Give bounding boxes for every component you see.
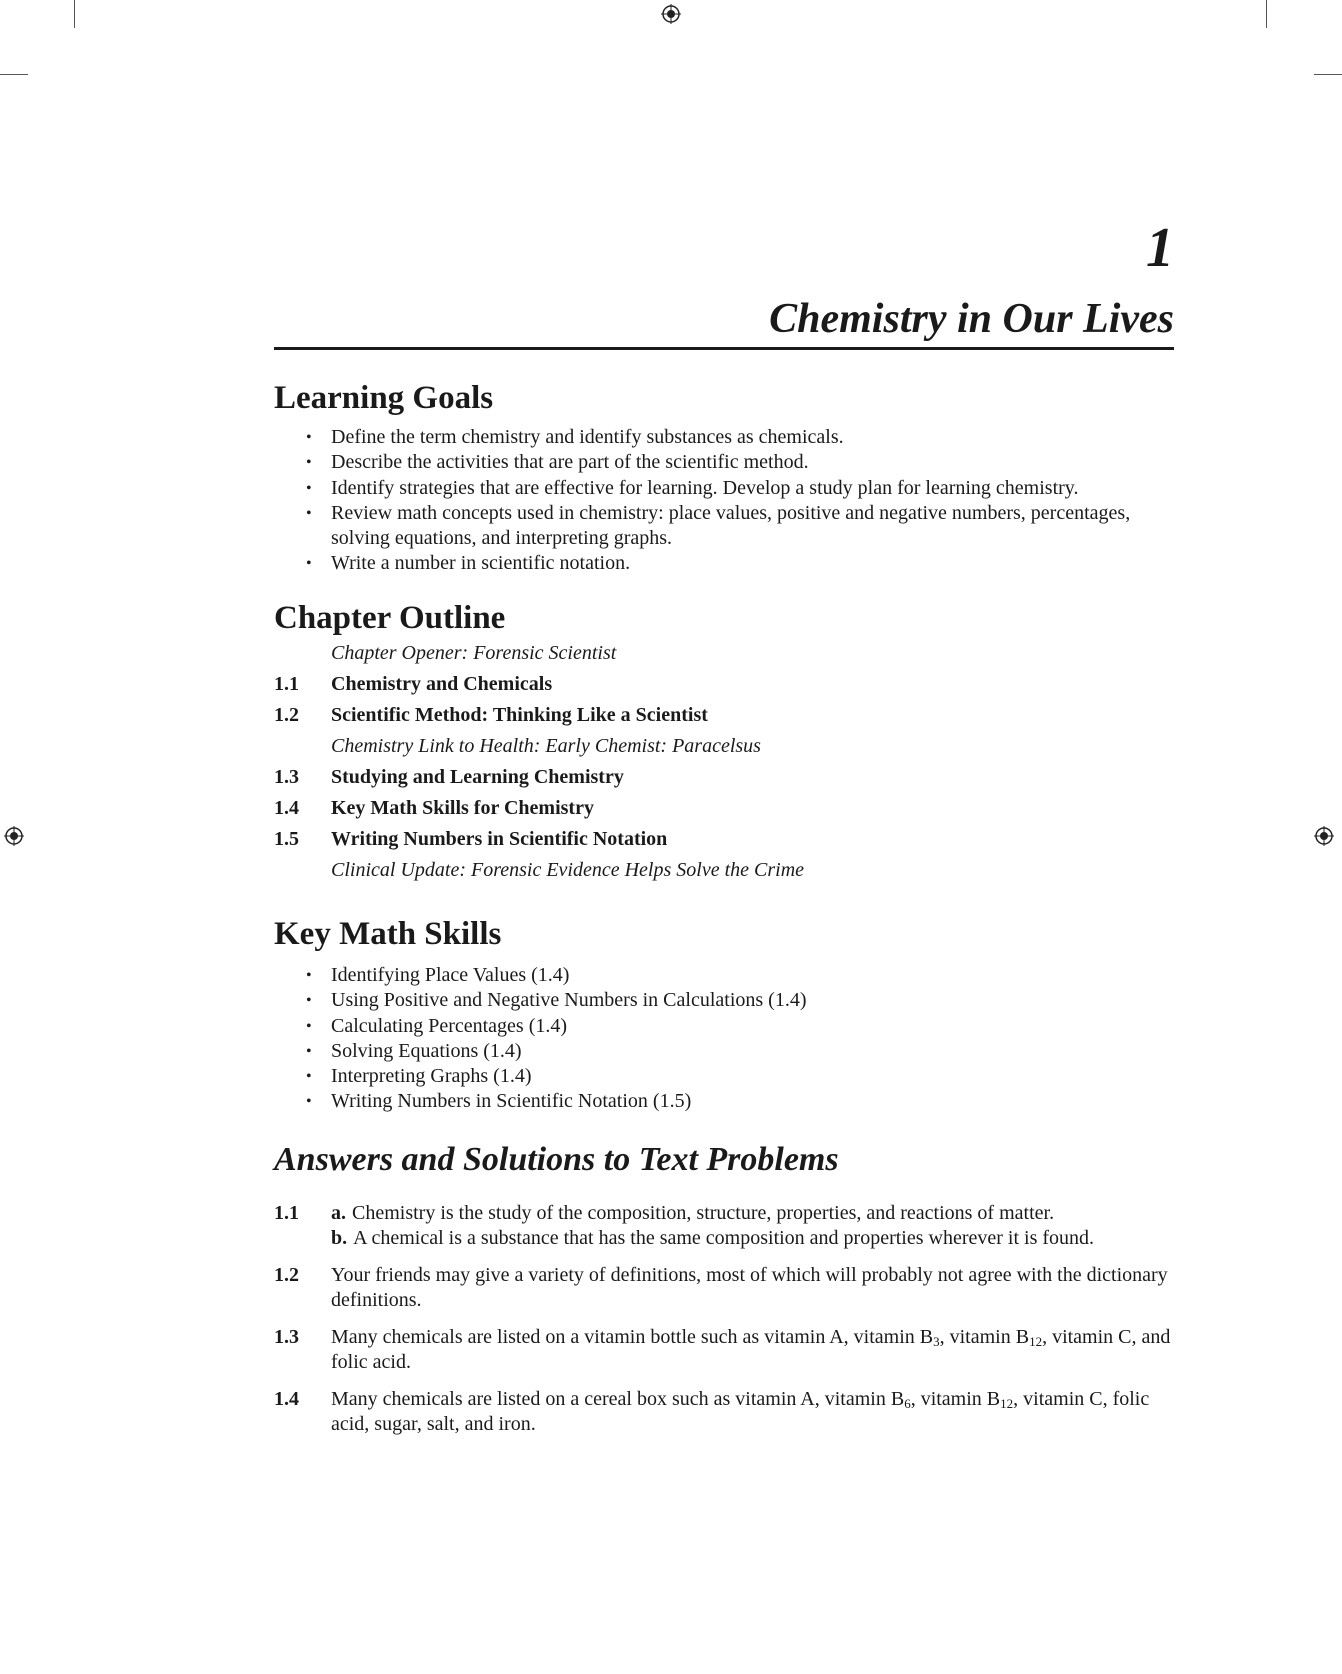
outline-row — [274, 824, 1174, 855]
outline-number: 1.5 — [274, 828, 299, 850]
outline-number: 1.3 — [274, 766, 299, 788]
list-item: • Interpreting Graphs (1.4) — [306, 1064, 1166, 1089]
outline-text: Chemistry and Chemicals — [331, 673, 553, 695]
answer-number: 1.2 — [274, 1264, 299, 1286]
chapter-outline — [274, 638, 1174, 886]
outline-text: Clinical Update: Forensic Evidence Helps Solve the Crime — [331, 859, 805, 881]
outline-text: Scientific Method: Thinking Like a Scientist — [331, 704, 708, 726]
crop-mark-left — [0, 74, 28, 75]
answer-body — [331, 1325, 1174, 1375]
outline-text: Studying and Learning Chemistry — [331, 766, 624, 788]
answer-body — [331, 1201, 1174, 1251]
list-item: • Identifying Place Values (1.4) — [306, 963, 1166, 988]
outline-row — [274, 762, 1174, 793]
answer-text: , vitamin B — [910, 1388, 1001, 1410]
outline-row — [274, 855, 1174, 886]
crop-mark-right — [1314, 74, 1342, 75]
crop-mark-top-right — [1266, 0, 1267, 28]
answer-text: , vitamin C, and folic acid. — [331, 1326, 1171, 1373]
answer-number: 1.3 — [274, 1326, 299, 1348]
registration-mark-right-icon — [1314, 826, 1334, 846]
title-rule — [274, 347, 1174, 350]
registration-mark-left-icon — [4, 826, 24, 846]
answer-number: 1.1 — [274, 1202, 299, 1224]
answers-heading: Answers and Solutions to Text Problems — [274, 1141, 839, 1178]
subscript: 12 — [1000, 1396, 1014, 1411]
answer-text: , vitamin B — [939, 1326, 1030, 1348]
outline-text: Chemistry Link to Health: Early Chemist: Paracelsus — [331, 735, 761, 757]
subscript: 6 — [904, 1396, 911, 1411]
answer-part-a — [331, 1201, 1174, 1226]
key-math-skills-heading: Key Math Skills — [274, 916, 502, 952]
list-item: • Review math concepts used in chemistry: place values, positive and negative numbers, percentages, solving equations, and interpreting graphs. — [306, 501, 1166, 552]
answer-text: Many chemicals are listed on a vitamin bottle such as vitamin A, vitamin B — [331, 1326, 934, 1348]
part-label: b. — [331, 1227, 348, 1249]
answer-body — [331, 1387, 1174, 1437]
part-label: a. — [331, 1202, 346, 1224]
list-item: • Solving Equations (1.4) — [306, 1039, 1166, 1064]
part-text: A chemical is a substance that has the same composition and properties wherever it is found. — [353, 1227, 1095, 1249]
outline-text: Key Math Skills for Chemistry — [331, 797, 594, 819]
registration-mark-top-icon — [661, 4, 681, 24]
answer-text: , vitamin C, folic acid, sugar, salt, and iron. — [331, 1388, 1150, 1435]
answer-1-3 — [274, 1325, 1174, 1375]
outline-row — [274, 793, 1174, 824]
answer-1-4 — [274, 1387, 1174, 1437]
outline-number: 1.1 — [274, 673, 299, 695]
outline-row — [274, 731, 1174, 762]
subscript: 3 — [933, 1334, 940, 1349]
outline-row — [274, 700, 1174, 731]
list-item: • Define the term chemistry and identify substances as chemicals. — [306, 425, 1166, 450]
list-item: • Describe the activities that are part of the scientific method. — [306, 450, 1166, 475]
crop-mark-top-left — [74, 0, 75, 28]
answer-part-b — [331, 1226, 1174, 1251]
list-item: • Write a number in scientific notation. — [306, 551, 1166, 576]
answer-1-2 — [274, 1263, 1174, 1313]
chapter-title: Chemistry in Our Lives — [769, 296, 1174, 342]
answer-1-1 — [274, 1201, 1174, 1251]
subscript: 12 — [1029, 1334, 1043, 1349]
list-item: • Calculating Percentages (1.4) — [306, 1014, 1166, 1039]
outline-text: Chapter Opener: Forensic Scientist — [331, 642, 617, 664]
outline-text: Writing Numbers in Scientific Notation — [331, 828, 668, 850]
answer-text: Many chemicals are listed on a cereal box such as vitamin A, vitamin B — [331, 1388, 905, 1410]
outline-number: 1.2 — [274, 704, 299, 726]
outline-number: 1.4 — [274, 797, 299, 819]
list-item: • Writing Numbers in Scientific Notation (1.5) — [306, 1089, 1166, 1114]
answer-number: 1.4 — [274, 1388, 299, 1410]
outline-row — [274, 669, 1174, 700]
part-text: Chemistry is the study of the composition, structure, properties, and reactions of matter. — [352, 1202, 1055, 1224]
list-item: • Identify strategies that are effective for learning. Develop a study plan for learning chemistry. — [306, 476, 1166, 501]
answer-text: Your friends may give a variety of definitions, most of which will probably not agree with the dictionary definitions. — [331, 1264, 1168, 1311]
chapter-number: 1 — [1146, 217, 1174, 279]
learning-goals-heading: Learning Goals — [274, 380, 494, 416]
outline-row — [274, 638, 1174, 669]
list-item: • Using Positive and Negative Numbers in Calculations (1.4) — [306, 988, 1166, 1013]
learning-goals-list — [306, 425, 1166, 577]
key-math-skills-list — [306, 963, 1166, 1115]
chapter-outline-heading: Chapter Outline — [274, 600, 506, 636]
